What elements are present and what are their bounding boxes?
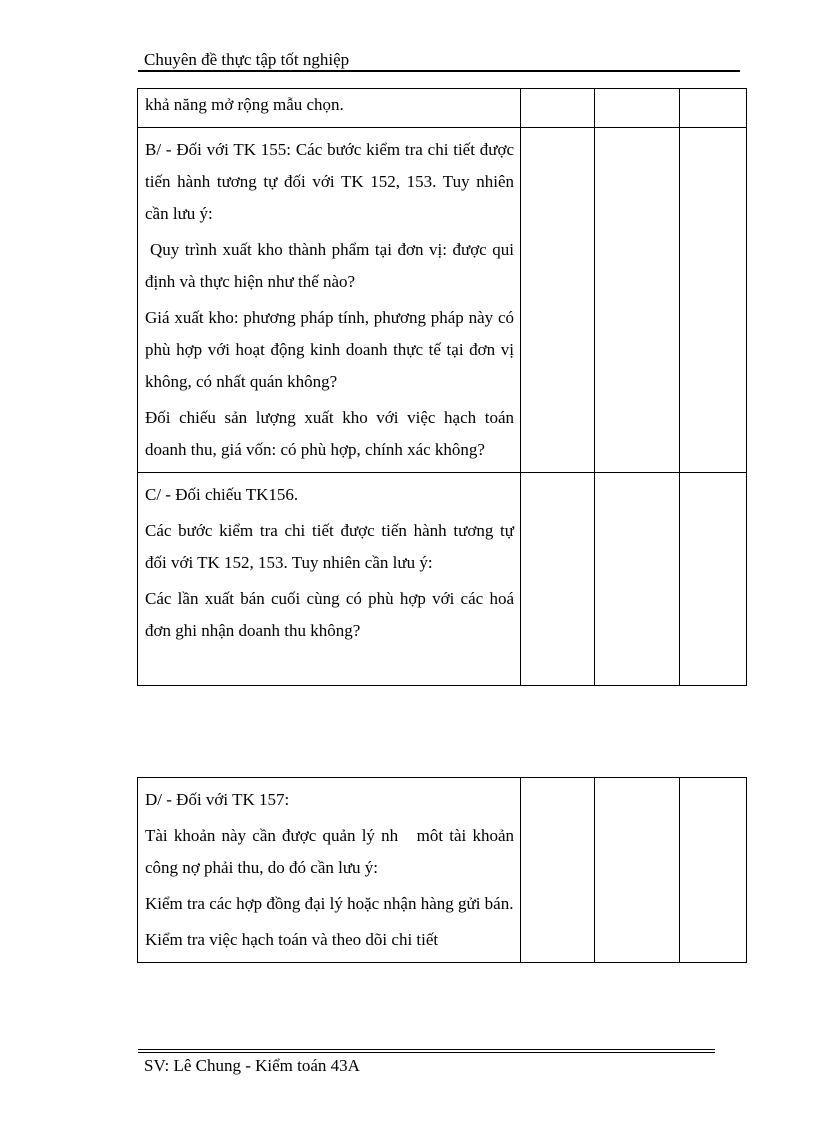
page-footer-text: SV: Lê Chung - Kiểm toán 43A [144, 1056, 360, 1075]
procedure-cell [138, 473, 521, 686]
procedure-text: Giá xuất kho: phương pháp tính, phương pháp này có phù hợp với hoạt động kinh doanh thực tế tại đơn vị không, có nhất quán không? [145, 308, 514, 391]
procedure-text: Quy trình xuất kho thành phẩm tại đơn vị: được qui định và thực hiện như thế nào? [145, 240, 514, 291]
procedure-heading: B/ - Đối với TK 155: Các bước kiểm tra chi tiết được tiến hành tương tự đối với TK 152, 153. Tuy nhiên cần lưu ý: [145, 140, 514, 223]
procedure-cell [138, 128, 521, 473]
empty-cell [595, 473, 680, 686]
audit-table-2 [137, 777, 747, 963]
table-row [138, 128, 747, 473]
procedure-text: Tài khoản này cần được quản lý nh môt tài khoản công nợ phải thu, do đó cần lưu ý: [145, 826, 519, 877]
empty-cell [521, 778, 595, 963]
procedure-cell [138, 89, 521, 128]
procedure-heading: D/ - Đối với TK 157: [145, 790, 290, 809]
empty-cell [595, 778, 680, 963]
header-rule [138, 70, 740, 72]
empty-cell [595, 128, 680, 473]
table-row [138, 473, 747, 686]
empty-cell [521, 89, 595, 128]
procedure-text: Các lần xuất bán cuối cùng có phù hợp với các hoá đơn ghi nhận doanh thu không? [145, 589, 514, 640]
empty-cell [680, 473, 747, 686]
empty-cell [680, 89, 747, 128]
empty-cell [521, 473, 595, 686]
footer-rule [138, 1049, 715, 1050]
audit-table-1 [137, 88, 747, 686]
procedure-text: Các bước kiểm tra chi tiết được tiến hành tương tự đối với TK 152, 153. Tuy nhiên cần lưu ý: [145, 521, 514, 572]
procedure-text: Đối chiếu sản lượng xuất kho với việc hạch toán doanh thu, giá vốn: có phù hợp, chính xác không? [145, 408, 514, 459]
footer-rule [138, 1052, 715, 1053]
empty-cell [680, 128, 747, 473]
procedure-text: Kiểm tra các hợp đồng đại lý hoặc nhận hàng gửi bán. [145, 894, 514, 913]
procedure-text: khả năng mở rộng mẫu chọn. [145, 95, 344, 114]
procedure-heading: C/ - Đối chiếu TK156. [145, 485, 299, 504]
procedure-text: Kiểm tra việc hạch toán và theo dõi chi tiết [145, 930, 439, 949]
procedure-cell [138, 778, 521, 963]
table-row [138, 778, 747, 963]
table-row [138, 89, 747, 128]
page-header-title: Chuyên đề thực tập tốt nghiệp [144, 50, 350, 69]
empty-cell [595, 89, 680, 128]
empty-cell [680, 778, 747, 963]
empty-cell [521, 128, 595, 473]
